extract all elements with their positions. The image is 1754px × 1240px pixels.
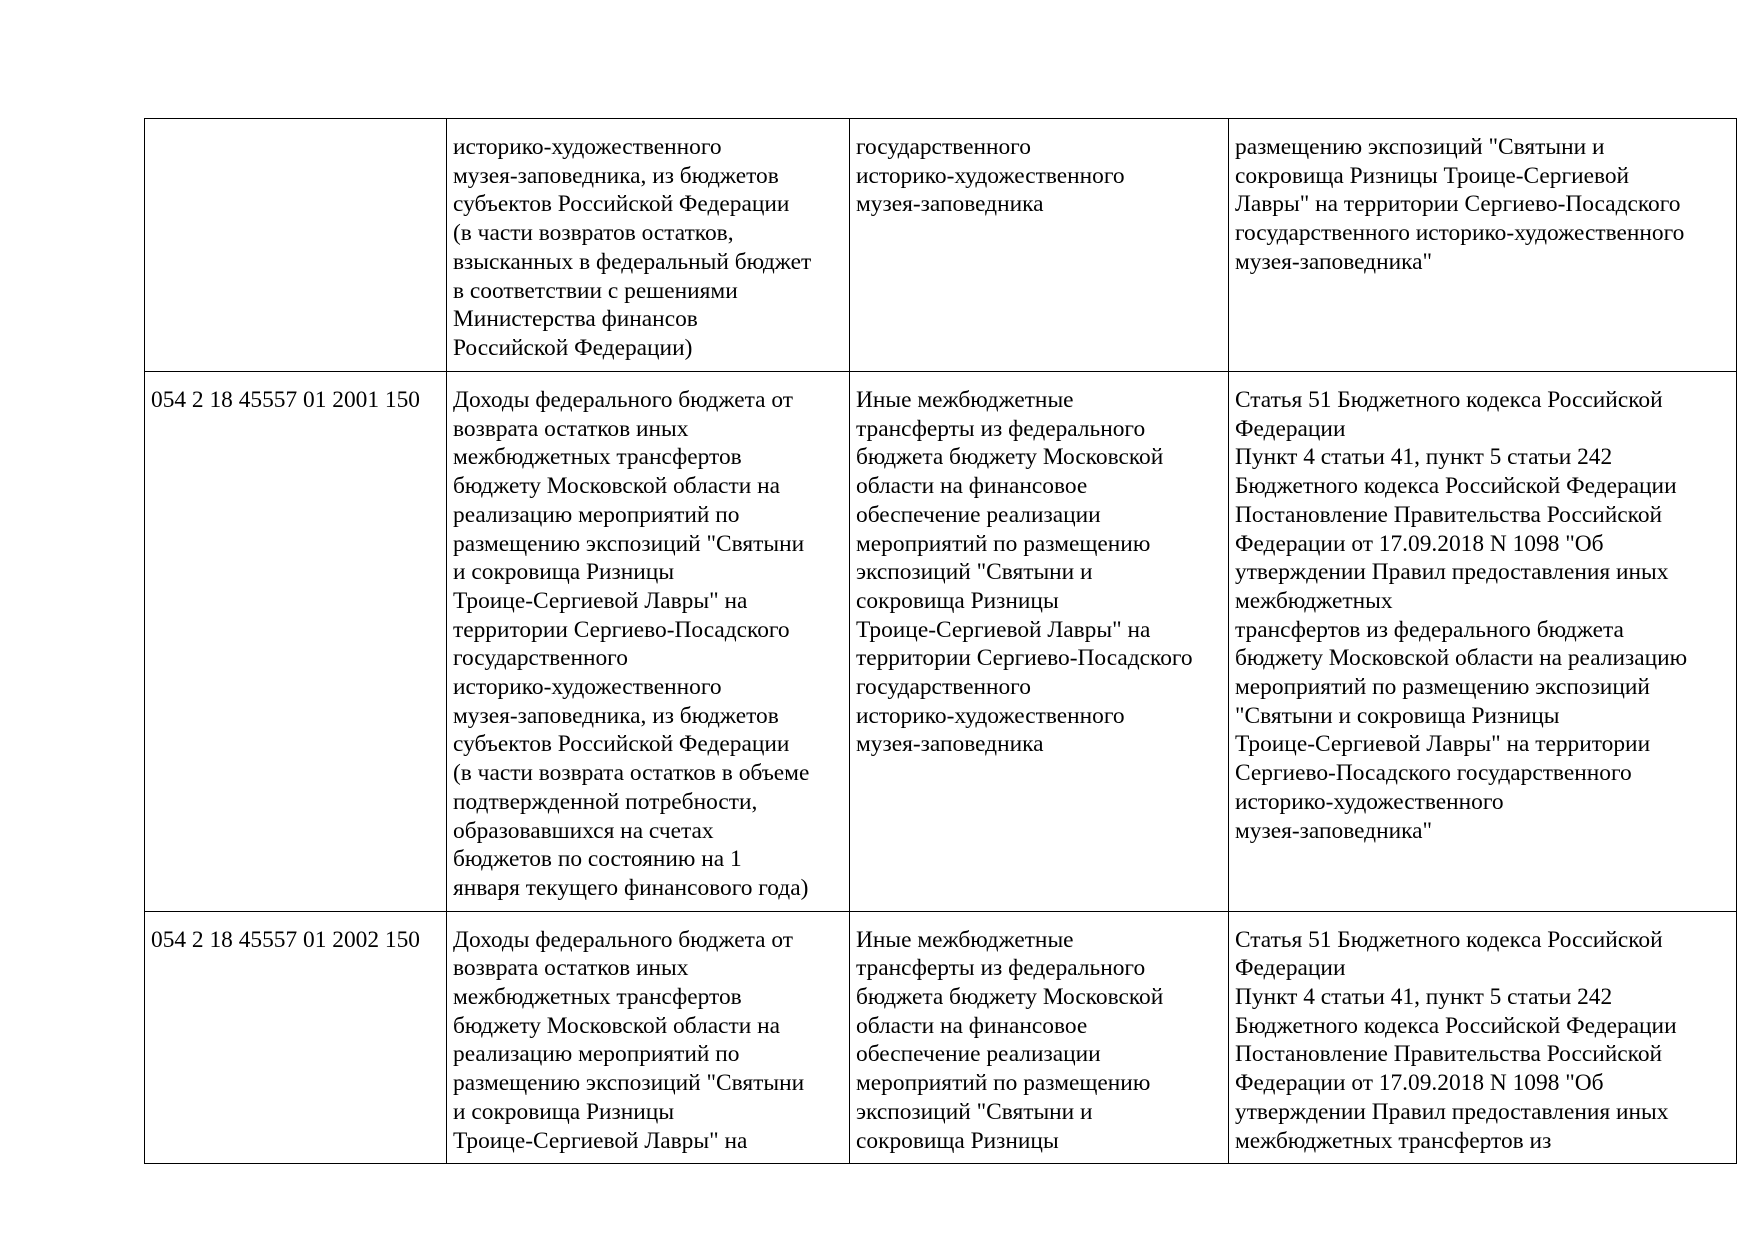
income-code-cell bbox=[145, 119, 447, 372]
income-description-cell: историко-художественного музея-заповедника, из бюджетов субъектов Российской Федерации (в части возвратов остатков, взысканных в федеральный бюджет в соответствии с решениями Министерства финансов Российской Федерации) bbox=[447, 119, 850, 372]
income-code-cell: 054 2 18 45557 01 2001 150 bbox=[145, 372, 447, 912]
legal-basis-cell: Статья 51 Бюджетного кодекса Российской Федерации Пункт 4 статьи 41, пункт 5 статьи 242 Бюджетного кодекса Российской Федерации Постановление Правительства Российской Федерации от 17.09.2018 N 1098 "Об утверждении Правил предоставления иных межбюджетных трансфертов из bbox=[1229, 911, 1737, 1164]
legal-basis-cell: размещению экспозиций "Святыни и сокровища Ризницы Троице-Сергиевой Лавры" на территории Сергиево-Посадского государственного историко-художественного музея-заповедника" bbox=[1229, 119, 1737, 372]
budget-classification-table bbox=[144, 118, 1737, 1164]
table-row bbox=[145, 911, 1737, 1164]
transfer-type-cell: государственного историко-художественного музея-заповедника bbox=[850, 119, 1229, 372]
income-description-cell: Доходы федерального бюджета от возврата остатков иных межбюджетных трансфертов бюджету Московской области на реализацию мероприятий по размещению экспозиций "Святыни и сокровища Ризницы Троице-Сергиевой Лавры" на bbox=[447, 911, 850, 1164]
table-row bbox=[145, 372, 1737, 912]
transfer-type-cell: Иные межбюджетные трансферты из федерального бюджета бюджету Московской области на финансовое обеспечение реализации мероприятий по размещению экспозиций "Святыни и сокровища Ризницы bbox=[850, 911, 1229, 1164]
income-code-cell: 054 2 18 45557 01 2002 150 bbox=[145, 911, 447, 1164]
income-description-cell: Доходы федерального бюджета от возврата остатков иных межбюджетных трансфертов бюджету Московской области на реализацию мероприятий по размещению экспозиций "Святыни и сокровища Ризницы Троице-Сергиевой Лавры" на территории Сергиево-Посадского государственного историко-художественного музея-заповедника, из бюджетов субъектов Российской Федерации (в части возврата остатков в объеме подтвержденной потребности, образовавшихся на счетах бюджетов по состоянию на 1 января текущего финансового года) bbox=[447, 372, 850, 912]
legal-basis-cell: Статья 51 Бюджетного кодекса Российской Федерации Пункт 4 статьи 41, пункт 5 статьи 242 Бюджетного кодекса Российской Федерации Постановление Правительства Российской Федерации от 17.09.2018 N 1098 "Об утверждении Правил предоставления иных межбюджетных трансфертов из федерального бюджета бюджету Московской области на реализацию мероприятий по размещению экспозиций "Святыни и сокровища Ризницы Троице-Сергиевой Лавры" на территории Сергиево-Посадского государственного историко-художественного музея-заповедника" bbox=[1229, 372, 1737, 912]
table-row bbox=[145, 119, 1737, 372]
transfer-type-cell: Иные межбюджетные трансферты из федерального бюджета бюджету Московской области на финансовое обеспечение реализации мероприятий по размещению экспозиций "Святыни и сокровища Ризницы Троице-Сергиевой Лавры" на территории Сергиево-Посадского государственного историко-художественного музея-заповедника bbox=[850, 372, 1229, 912]
